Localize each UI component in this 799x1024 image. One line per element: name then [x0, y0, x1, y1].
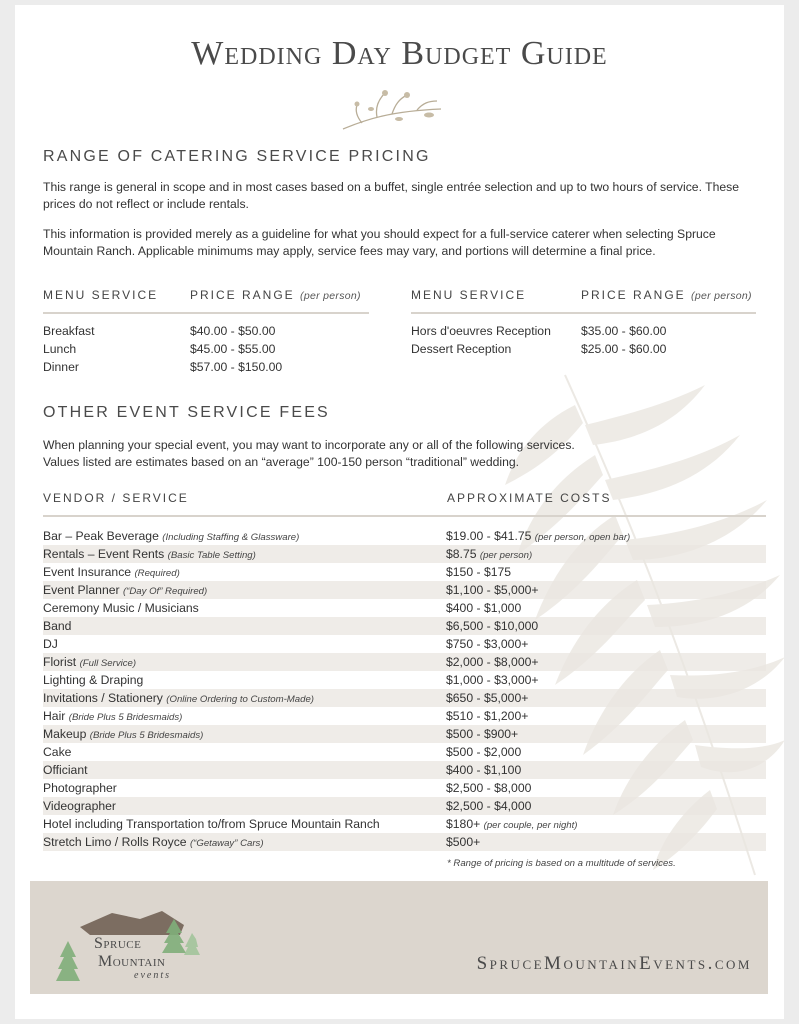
table-row: Florist (Full Service) $2,000 - $8,000+ [43, 653, 766, 671]
table-row: Lighting & Draping $1,000 - $3,000+ [43, 673, 539, 687]
budget-guide-page [15, 5, 784, 1019]
list-item: Lunch [43, 342, 77, 356]
catering-section-heading: RANGE OF CATERING SERVICE PRICING [43, 148, 431, 165]
list-item: $35.00 - $60.00 [581, 324, 667, 338]
list-item: Hors d'oeuvres Reception [411, 324, 551, 338]
table-row: Makeup (Bride Plus 5 Bridesmaids) $500 - $900+ [43, 725, 766, 743]
other-fees-paragraph-1: When planning your special event, you may want to incorporate any or all of the following services. [43, 438, 575, 452]
price-range-header-right: PRICE RANGE (per person) [581, 288, 752, 302]
vendor-service-header: VENDOR / SERVICE [43, 491, 189, 505]
catering-paragraph-1: This range is general in scope and in most cases based on a buffet, single entrée selection and up to two hours of service. These prices do not reflect or include rentals. [43, 180, 740, 211]
approximate-costs-header: APPROXIMATE COSTS [447, 491, 612, 505]
logo-line-3: events [134, 970, 171, 981]
table-row: Event Insurance (Required) $150 - $175 [43, 565, 512, 579]
other-fees-section-heading: OTHER EVENT SERVICE FEES [43, 404, 330, 421]
menu-service-header-right: MENU SERVICE [411, 288, 527, 302]
table-row: Bar – Peak Beverage (Including Staffing & Glassware) $19.00 - $41.75 (per person, open bar) [43, 529, 631, 543]
floral-sprig-icon [337, 89, 447, 135]
logo-wordmark [94, 935, 171, 981]
list-item: $57.00 - $150.00 [190, 360, 283, 374]
catering-paragraph-2: This information is provided merely as a guideline for what you should expect for a full-service caterer when selecting Spruce Mountain Ranch. Applicable minimums may apply, service fees may vary, and portions will determine a final price. [43, 227, 716, 258]
table-row: Cake $500 - $2,000 [43, 745, 522, 759]
divider-right [411, 312, 756, 314]
logo-line-1: Spruce [94, 935, 142, 952]
vendor-table-divider [43, 515, 766, 517]
list-item: Dinner [43, 360, 79, 374]
list-item: Breakfast [43, 324, 95, 338]
footer-band [30, 881, 768, 994]
menu-service-header-left: MENU SERVICE [43, 288, 159, 302]
list-item: $45.00 - $55.00 [190, 342, 276, 356]
table-row: Stretch Limo / Rolls Royce (“Getaway” Cars) $500+ [43, 833, 766, 851]
table-row: Invitations / Stationery (Online Ordering to Custom-Made) $650 - $5,000+ [43, 689, 766, 707]
table-row: Event Planner (“Day Of” Required) $1,100 - $5,000+ [43, 581, 766, 599]
page-title: Wedding Day Budget Guide [191, 35, 608, 72]
price-range-header-left: PRICE RANGE (per person) [190, 288, 361, 302]
other-fees-paragraph-2: Values listed are estimates based on an “average” 100-150 person “traditional” wedding. [43, 455, 520, 469]
vendor-table [43, 527, 766, 851]
table-row: Officiant $400 - $1,100 [43, 761, 766, 779]
menu-prices-right [581, 322, 666, 358]
list-item: $25.00 - $60.00 [581, 342, 667, 356]
menu-names-right [411, 322, 551, 358]
table-row: Ceremony Music / Musicians $400 - $1,000 [43, 601, 522, 615]
divider-left [43, 312, 369, 314]
table-row: Hair (Bride Plus 5 Bridesmaids) $510 - $1,200+ [43, 709, 529, 723]
table-row: DJ $750 - $3,000+ [43, 637, 529, 651]
table-row: Photographer $2,500 - $8,000 [43, 781, 532, 795]
table-row: Band $6,500 - $10,000 [43, 617, 766, 635]
list-item: Dessert Reception [411, 342, 512, 356]
list-item: $40.00 - $50.00 [190, 324, 276, 338]
table-row: Videographer $2,500 - $4,000 [43, 797, 766, 815]
logo-line-2: Mountain [98, 953, 166, 970]
menu-prices-left [190, 322, 282, 376]
table-row: Hotel including Transportation to/from Spruce Mountain Ranch $180+ (per couple, per night) [43, 817, 578, 831]
menu-names-left [43, 322, 94, 376]
table-row: Rentals – Event Rents (Basic Table Setting) $8.75 (per person) [43, 545, 766, 563]
website-link[interactable]: SpruceMountainEvents.com [476, 953, 752, 974]
pricing-footnote: * Range of pricing is based on a multitude of services. [447, 858, 676, 869]
